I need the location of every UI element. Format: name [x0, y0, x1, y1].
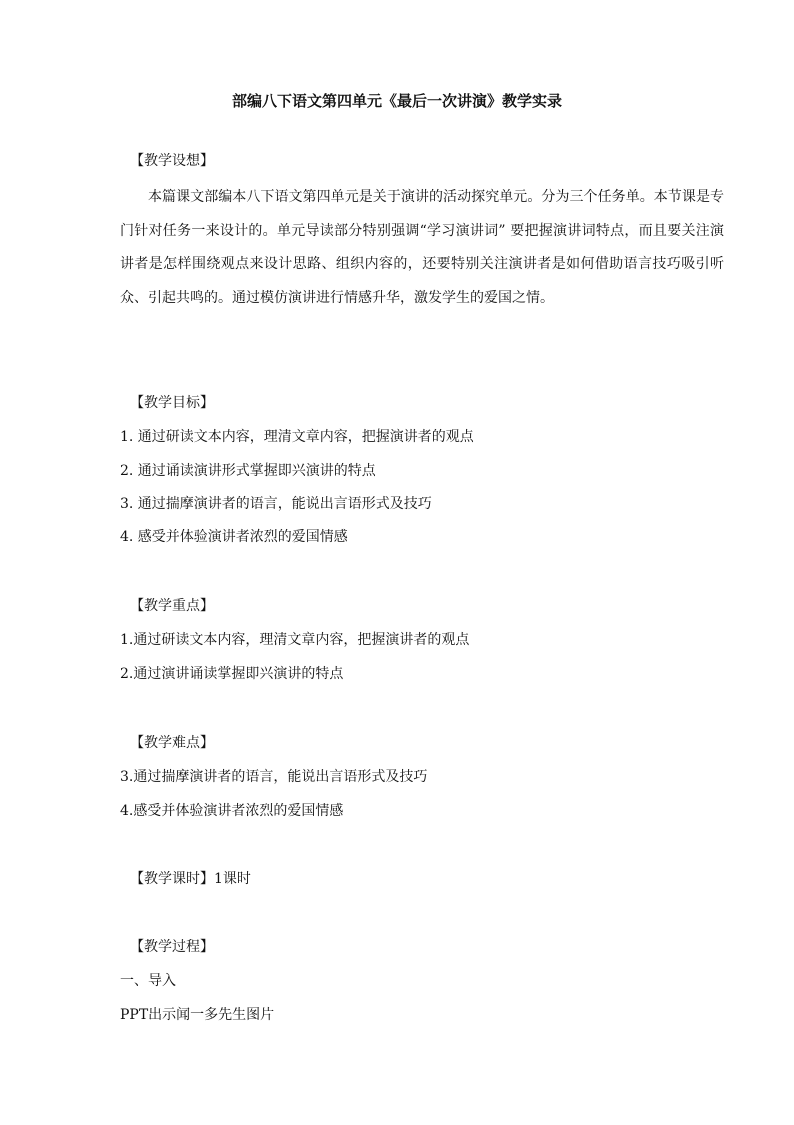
objective-item-4: 4. 感受并体验演讲者浓烈的爱国情感: [120, 529, 348, 545]
process-step-1-text: PPT出示闻一多先生图片: [120, 1007, 275, 1023]
key-point-item-2: 2.通过演讲诵读掌握即兴演讲的特点: [120, 666, 344, 682]
objectives-heading: 【教学目标】: [130, 395, 214, 411]
key-points-heading: 【教学重点】: [130, 598, 214, 614]
key-point-item-1: 1.通过研读文本内容，理清文章内容，把握演讲者的观点: [120, 632, 470, 648]
difficulty-item-1: 3.通过揣摩演讲者的语言，能说出言语形式及技巧: [120, 769, 428, 785]
design-paragraph: 本篇课文部编本八下语文第四单元是关于演讲的活动探究单元。分为三个任务单。本节课是专门针对任务一来设计的。单元导读部分特别强调“学习演讲词” 要把握演讲词特点，而且要关注演讲者是怎样围绕观点来设计思路、组织内容的，还要特别关注演讲者是如何借助语言技巧吸引听众、引起共鸣的。通过模仿演讲进行情感升华，激发学生的爱国之情。: [120, 189, 724, 306]
objective-item-3: 3. 通过揣摩演讲者的语言，能说出言语形式及技巧: [120, 496, 432, 512]
difficulties-heading: 【教学难点】: [130, 735, 214, 751]
class-hours: 【教学课时】1课时: [130, 871, 251, 887]
document-title: 部编八下语文第四单元《最后一次讲演》教学实录: [231, 92, 562, 110]
process-heading: 【教学过程】: [130, 939, 214, 955]
process-step-1: 一、导入: [120, 973, 176, 989]
objective-item-2: 2. 通过诵读演讲形式掌握即兴演讲的特点: [120, 463, 376, 479]
objective-item-1: 1. 通过研读文本内容，理清文章内容，把握演讲者的观点: [120, 429, 474, 445]
design-heading: 【教学设想】: [130, 153, 214, 169]
difficulty-item-2: 4.感受并体验演讲者浓烈的爱国情感: [120, 803, 344, 819]
